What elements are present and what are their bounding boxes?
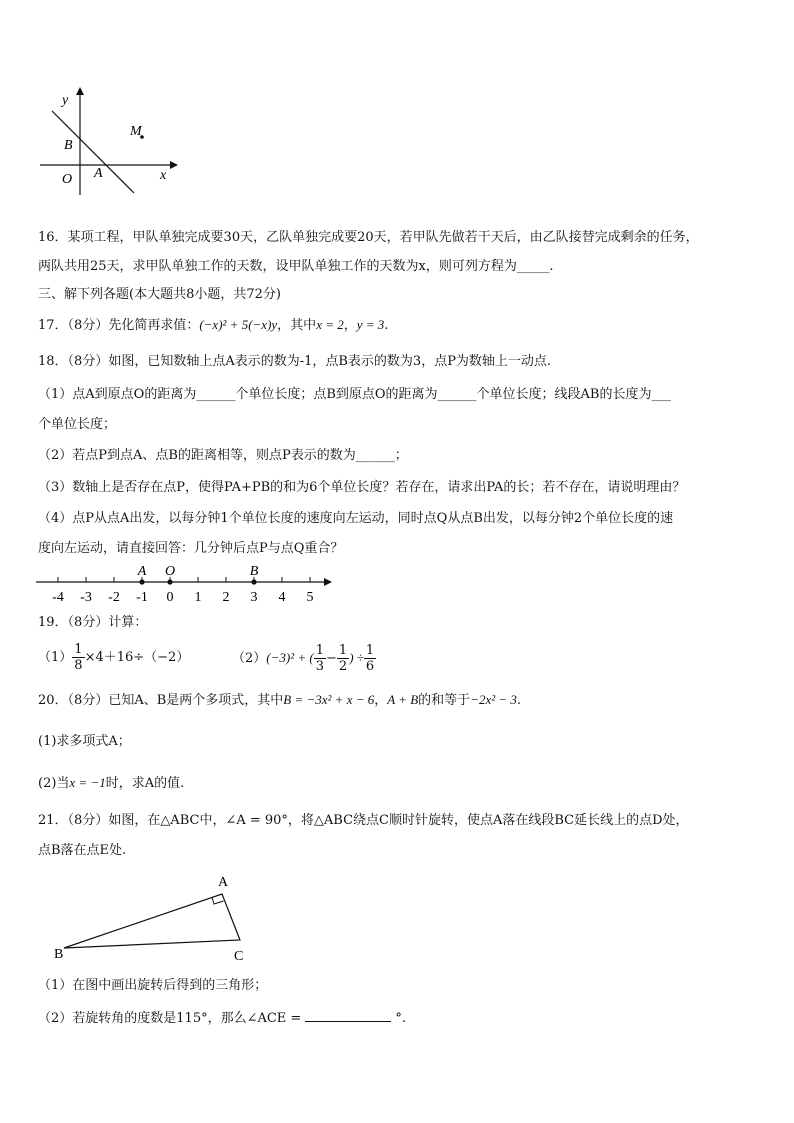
q21-line1: 21．（8分）如图，在△ABC中，∠A = 90°，将△ABC绕点C顺时针旋转，使点A落在线段BC延长线上的点D处， (38, 813, 689, 828)
label-m: M (130, 124, 142, 139)
tri-label-c: C (234, 949, 244, 964)
number-line-tick-label: -4 (52, 590, 64, 605)
q19-p2-f3-num: 1 (365, 643, 375, 658)
q17-expr: (−x)² + 5(−x)y (199, 317, 278, 332)
q19-p2-frac3 (364, 643, 376, 674)
label-b: B (64, 138, 73, 153)
q19-p2-f2-num: 1 (338, 643, 348, 658)
q20-b-expr: B = −3x² + x − 6 (283, 692, 375, 707)
q19-p2-f1-num: 1 (315, 643, 324, 658)
q19-p1-fraction (72, 642, 84, 673)
q17-end: . (384, 318, 389, 333)
number-line-tick-label: -3 (80, 590, 92, 605)
q19-p2-f2-den: 2 (338, 659, 348, 674)
q21-line2: 点B落在点E处. (38, 843, 127, 858)
q20-p2 (38, 774, 184, 793)
q17-sep: ， (343, 318, 357, 333)
triangle-figure (50, 868, 270, 968)
tri-label-b: B (54, 947, 64, 962)
q18-p3: （3）数轴上是否存在点P，使得PA+PB的和为6个单位长度？若存在，请求出PA的长；若不存在，请说明理由？ (38, 480, 686, 495)
q20-line1g: . (516, 693, 522, 708)
q21-p2b: °. (395, 1011, 406, 1026)
q19-p2-label: （2） (232, 651, 267, 666)
q20-p2-x: x = −1 (69, 775, 106, 790)
q19-p1-den: 8 (74, 658, 83, 673)
q21-answer-blank[interactable] (305, 1009, 391, 1022)
q19-p1-label: （1） (38, 650, 73, 665)
q19-p2-b: ) ÷ (349, 650, 364, 665)
number-line-tick-label: 2 (222, 590, 230, 605)
q20-p2a: (2)当 (38, 776, 70, 791)
q21-p1: （1）在图中画出旋转后得到的三角形； (38, 978, 268, 993)
coordinate-figure (30, 85, 190, 205)
number-line-tick-label: 3 (250, 590, 258, 605)
number-line (30, 562, 340, 608)
x-label: x (160, 168, 167, 183)
number-line-point (139, 579, 144, 584)
number-line-point (251, 579, 256, 584)
q19-p2-a: (−3)² + ( (266, 650, 314, 665)
y-axis-arrow (76, 87, 84, 95)
q20-p1: (1)求多项式A； (38, 734, 131, 749)
q18-stem: 18．（8分）如图，已知数轴上点A表示的数为-1，点B表示的数为3，点P为数轴上一动点. (38, 354, 552, 369)
q20-line1 (38, 691, 521, 710)
q19-p2-frac1 (314, 643, 326, 674)
q20-a-plus-b: A + B (387, 692, 419, 707)
number-line-tick-label: -1 (136, 590, 148, 605)
x-axis-arrow (170, 161, 178, 169)
number-line-arrow (324, 578, 332, 586)
q17-yval: y = 3 (356, 317, 385, 332)
number-line-tick-label: 5 (306, 590, 314, 605)
q21-p2 (38, 1009, 406, 1028)
q18-p4a: （4）点P从点A出发，以每分钟1个单位长度的速度向左运动，同时点Q从点B出发，以每分钟2个单位长度的速 (38, 511, 674, 526)
number-line-tick-label: 4 (278, 590, 286, 605)
number-line-point-label: A (137, 564, 147, 579)
q20-line1a: 20．（8分）已知A、B是两个多项式，其中 (38, 693, 284, 708)
number-line-tick-label: 1 (194, 590, 202, 605)
q21-p2a: （2）若旋转角的度数是115°，那么∠ACE = (38, 1011, 302, 1026)
q19-part2 (232, 640, 376, 676)
tri-label-a: A (218, 875, 229, 890)
label-a: A (94, 166, 103, 181)
q20-line1e: 的和等于 (418, 693, 471, 708)
q19-title: 19．（8分）计算： (38, 615, 148, 630)
q19-p2-f1-den: 3 (315, 659, 324, 674)
section3-heading: 三、解下列各题(本大题共8小题，共72分) (38, 287, 281, 302)
q17 (38, 316, 388, 335)
q19-p2-f3-den: 6 (365, 659, 375, 674)
q19-part1 (38, 640, 189, 676)
q17-mid: ，其中 (277, 318, 317, 333)
q19-p2-minus: − (326, 651, 337, 666)
q18-p2: （2）若点P到点A、点B的距离相等，则点P表示的数为______； (38, 448, 408, 463)
right-angle-mark (212, 897, 224, 904)
number-line-point-label: B (249, 564, 259, 579)
number-line-tick-label: -2 (108, 590, 120, 605)
q17-xval: x = 2 (316, 317, 344, 332)
q18-p1b: 个单位长度； (38, 417, 117, 432)
number-line-point-label: O (164, 564, 176, 579)
q17-prefix: 17．（8分）先化简再求值： (38, 318, 200, 333)
q19-p1-num: 1 (74, 642, 83, 657)
q20-line1c: ， (374, 693, 388, 708)
label-o: O (62, 172, 73, 187)
q20-sum-expr: −2x² − 3 (470, 692, 517, 707)
q19-p2-frac2 (337, 643, 349, 674)
q16-line2: 两队共用25天，求甲队单独工作的天数，设甲队单独工作的天数为x，则可列方程为_____. (38, 259, 554, 274)
q19-p1-rest: ×4＋16÷（−2） (84, 650, 190, 665)
q20-p2c: 时，求A的值. (105, 776, 185, 791)
number-line-tick-label: 0 (166, 590, 174, 605)
number-line-point (167, 579, 172, 584)
q16-line1: 16．某项工程，甲队单独完成要30天，乙队单独完成要20天，若甲队先做若干天后，由乙队接替完成剩余的任务， (38, 230, 699, 245)
q18-p4b: 度向左运动，请直接回答：几分钟后点P与点Q重合？ (38, 541, 344, 556)
y-label: y (62, 93, 69, 108)
q18-p1a: （1）点A到原点O的距离为______个单位长度；点B到原点O的距离为______个单位长度；线段AB的长度为___ (38, 387, 671, 402)
